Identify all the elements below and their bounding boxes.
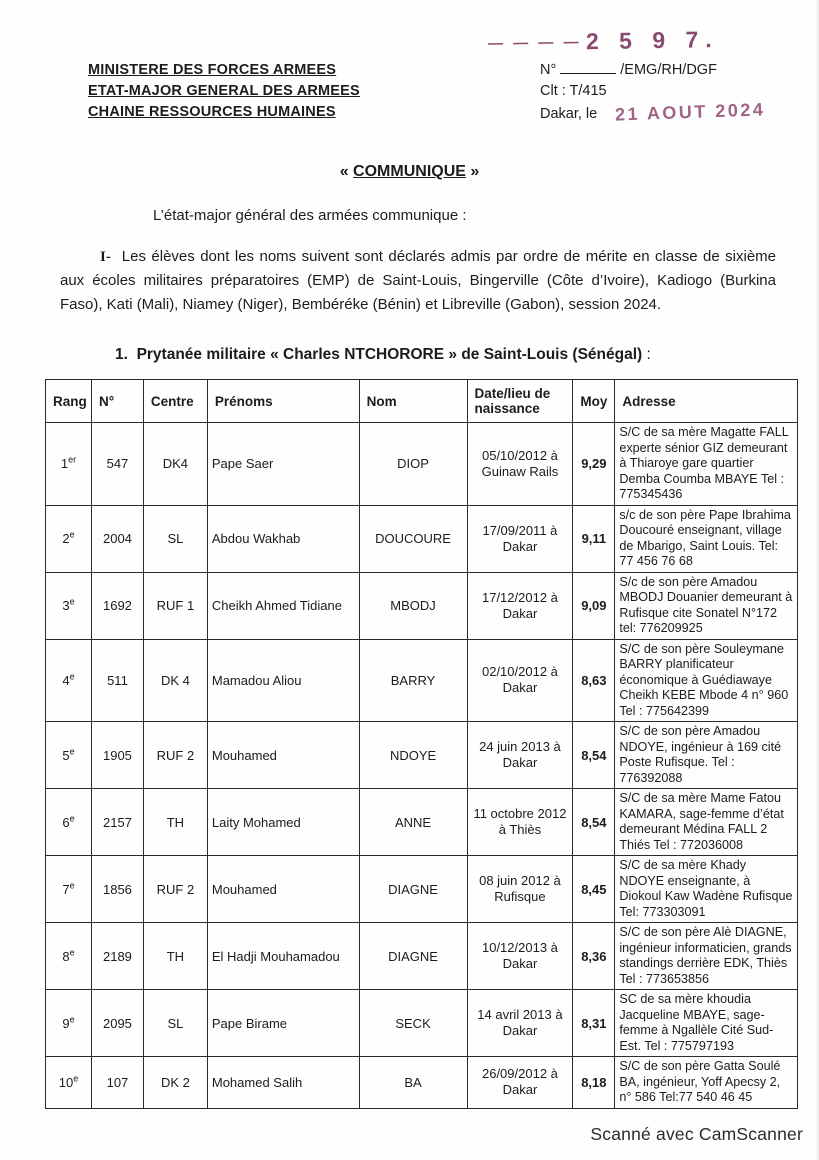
scan-edge-shadow xyxy=(815,0,819,1160)
cell-nom: ANNE xyxy=(359,789,467,856)
cell-adresse: S/C de son père Amadou NDOYE, ingénieur à 169 cité Poste Rufisque. Tel : 776392088 xyxy=(615,722,798,789)
rank-ordinal-suffix: e xyxy=(69,671,75,682)
cell-prenoms: Mouhamed xyxy=(207,722,359,789)
letterhead-left xyxy=(88,60,360,123)
cell-numero: 547 xyxy=(91,423,143,506)
cell-naissance: 17/09/2011 à Dakar xyxy=(467,505,573,572)
title-open-quote: « xyxy=(339,163,354,180)
cell-centre: TH xyxy=(143,923,207,990)
stamp-digits: 2 5 9 7. xyxy=(585,25,719,55)
cell-numero: 1905 xyxy=(91,722,143,789)
cell-centre: RUF 2 xyxy=(143,856,207,923)
hr-chain-line: CHAINE RESSOURCES HUMAINES xyxy=(88,104,336,120)
cell-adresse: S/C de son père Souleymane BARRY planificateur économique à Guédiawaye Cheikh KEBE Mbode 4 n° 960 Tel : 775642399 xyxy=(615,639,798,722)
cell-adresse: S/C de sa mère Mame Fatou KAMARA, sage-femme d’état demeurant Médina FALL 2 Thiés Tel : 772036008 xyxy=(615,789,798,856)
rank-ordinal-suffix: e xyxy=(69,1014,75,1025)
cell-rang: 3e xyxy=(46,572,92,639)
cell-adresse: S/C de sa mère Khady NDOYE enseignante, à Diokoul Kaw Wadène Rufisque Tel: 773303091 xyxy=(615,856,798,923)
stamp-dashes: — — — — xyxy=(487,33,582,53)
cell-centre: DK 4 xyxy=(143,639,207,722)
cell-centre: DK4 xyxy=(143,423,207,506)
place-label: Dakar, le xyxy=(540,106,598,122)
table-row xyxy=(46,856,798,923)
title-close-quote: » xyxy=(465,163,480,180)
column-header-nom: Nom xyxy=(359,380,467,423)
reference-blank-line xyxy=(560,61,616,74)
cell-nom: NDOYE xyxy=(359,722,467,789)
cell-nom: DIOP xyxy=(359,423,467,506)
cell-nom: BA xyxy=(359,1057,467,1109)
cell-numero: 1856 xyxy=(91,856,143,923)
title-text: COMMUNIQUE xyxy=(353,163,466,180)
paragraph-text: Les élèves dont les noms suivent sont déclarés admis par ordre de mérite en classe de sixième aux écoles militaires préparatoires (EMP) de Saint-Louis, Bingerville (Côte d’Ivoire), Kadiogo (Burkina Faso), Kati (Mali), Niamey (Niger), Bembéréke (Bénin) et Libreville (Gabon), session 2024. xyxy=(60,248,776,313)
staff-line: ETAT-MAJOR GENERAL DES ARMEES xyxy=(88,83,360,99)
cell-moyenne: 8,45 xyxy=(573,856,615,923)
cell-moyenne: 8,18 xyxy=(573,1057,615,1109)
column-header-prenoms: Prénoms xyxy=(207,380,359,423)
reference-suffix: /EMG/RH/DGF xyxy=(620,62,717,78)
table-row xyxy=(46,572,798,639)
cell-rang: 4e xyxy=(46,639,92,722)
cell-naissance: 10/12/2013 à Dakar xyxy=(467,923,573,990)
cell-nom: DIAGNE xyxy=(359,856,467,923)
cell-prenoms: Laity Mohamed xyxy=(207,789,359,856)
cell-adresse: S/C de son père Gatta Soulé BA, ingénieur, Yoff Apecsy 2, n° 586 Tel:77 540 46 45 xyxy=(615,1057,798,1109)
classification-line: Clt : T/415 xyxy=(540,83,607,99)
cell-naissance: 14 avril 2013 à Dakar xyxy=(467,990,573,1057)
paragraph-marker: I- xyxy=(100,249,111,265)
cell-numero: 2095 xyxy=(91,990,143,1057)
date-stamp: 21 AOUT 2024 xyxy=(614,99,766,125)
cell-prenoms: El Hadji Mouhamadou xyxy=(207,923,359,990)
cell-prenoms: Cheikh Ahmed Tidiane xyxy=(207,572,359,639)
rank-ordinal-suffix: e xyxy=(69,947,75,958)
cell-moyenne: 8,63 xyxy=(573,639,615,722)
cell-numero: 1692 xyxy=(91,572,143,639)
table-header-row xyxy=(46,380,798,423)
document-title xyxy=(0,163,819,181)
table-row xyxy=(46,505,798,572)
rank-ordinal-suffix: er xyxy=(68,454,77,465)
cell-nom: MBODJ xyxy=(359,572,467,639)
intro-line: L’état-major général des armées communique : xyxy=(153,207,467,224)
cell-moyenne: 9,29 xyxy=(573,423,615,506)
table-row xyxy=(46,423,798,506)
cell-rang: 2e xyxy=(46,505,92,572)
cell-prenoms: Abdou Wakhab xyxy=(207,505,359,572)
cell-prenoms: Pape Saer xyxy=(207,423,359,506)
column-header-centre: Centre xyxy=(143,380,207,423)
table-row xyxy=(46,639,798,722)
cell-centre: RUF 1 xyxy=(143,572,207,639)
cell-moyenne: 8,54 xyxy=(573,789,615,856)
cell-adresse: S/C de sa mère Magatte FALL experte sénior GIZ demeurant à Thiaroye gare quartier Demba Coumba MBAYE Tel : 775345436 xyxy=(615,423,798,506)
cell-numero: 2189 xyxy=(91,923,143,990)
cell-adresse: S/c de son père Amadou MBODJ Douanier demeurant à Rufisque cite Sonatel N°172 tel: 776209925 xyxy=(615,572,798,639)
cell-nom: DOUCOURE xyxy=(359,505,467,572)
column-header-moy: Moy xyxy=(573,380,615,423)
table-row xyxy=(46,923,798,990)
cell-centre: SL xyxy=(143,990,207,1057)
cell-moyenne: 9,09 xyxy=(573,572,615,639)
column-header-rang: Rang xyxy=(46,380,92,423)
table-row xyxy=(46,722,798,789)
rank-ordinal-suffix: e xyxy=(73,1073,79,1084)
letterhead-right xyxy=(540,60,766,125)
rank-ordinal-suffix: e xyxy=(69,746,75,757)
cell-nom: DIAGNE xyxy=(359,923,467,990)
column-header-naiss: Date/lieu de naissance xyxy=(467,380,573,423)
cell-moyenne: 8,36 xyxy=(573,923,615,990)
rank-ordinal-suffix: e xyxy=(69,596,75,607)
scan-attribution: Scanné avec CamScanner xyxy=(590,1124,803,1144)
column-header-adresse: Adresse xyxy=(615,380,798,423)
section-number: 1. xyxy=(115,346,128,363)
cell-numero: 107 xyxy=(91,1057,143,1109)
ministry-line: MINISTERE DES FORCES ARMEES xyxy=(88,62,337,78)
date-line xyxy=(540,99,766,125)
rank-ordinal-suffix: e xyxy=(69,813,75,824)
paragraph-admissions xyxy=(60,245,776,317)
table-row xyxy=(46,789,798,856)
cell-adresse: s/c de son père Pape Ibrahima Doucouré enseignant, village de Mbarigo, Saint Louis. Tel: 77 456 76 68 xyxy=(615,505,798,572)
column-header-num: N° xyxy=(91,380,143,423)
cell-nom: SECK xyxy=(359,990,467,1057)
cell-naissance: 26/09/2012 à Dakar xyxy=(467,1057,573,1109)
cell-centre: RUF 2 xyxy=(143,722,207,789)
rank-ordinal-suffix: e xyxy=(69,529,75,540)
cell-naissance: 08 juin 2012 à Rufisque xyxy=(467,856,573,923)
cell-numero: 2004 xyxy=(91,505,143,572)
cell-naissance: 17/12/2012 à Dakar xyxy=(467,572,573,639)
cell-centre: TH xyxy=(143,789,207,856)
cell-numero: 2157 xyxy=(91,789,143,856)
cell-moyenne: 9,11 xyxy=(573,505,615,572)
cell-rang: 7e xyxy=(46,856,92,923)
cell-adresse: SC de sa mère khoudia Jacqueline MBAYE, sage-femme à Ngallèle Cité Sud-Est. Tel : 775797193 xyxy=(615,990,798,1057)
cell-numero: 511 xyxy=(91,639,143,722)
cell-moyenne: 8,31 xyxy=(573,990,615,1057)
reference-line xyxy=(540,60,766,81)
cell-naissance: 24 juin 2013 à Dakar xyxy=(467,722,573,789)
cell-adresse: S/C de son père Alè DIAGNE, ingénieur informaticien, grands standings derrière EDK, Thiès Tel : 773653856 xyxy=(615,923,798,990)
section-colon: : xyxy=(642,346,651,363)
cell-naissance: 11 octobre 2012 à Thiès xyxy=(467,789,573,856)
cell-nom: BARRY xyxy=(359,639,467,722)
cell-rang: 6e xyxy=(46,789,92,856)
cell-prenoms: Pape Birame xyxy=(207,990,359,1057)
cell-prenoms: Mouhamed xyxy=(207,856,359,923)
cell-prenoms: Mohamed Salih xyxy=(207,1057,359,1109)
section-title: Prytanée militaire « Charles NTCHORORE » de Saint-Louis (Sénégal) xyxy=(136,346,643,363)
rank-ordinal-suffix: e xyxy=(69,880,75,891)
cell-naissance: 05/10/2012 à Guinaw Rails xyxy=(467,423,573,506)
cell-moyenne: 8,54 xyxy=(573,722,615,789)
registry-number-stamp xyxy=(488,26,719,57)
section-heading xyxy=(115,346,651,364)
cell-rang: 5e xyxy=(46,722,92,789)
cell-prenoms: Mamadou Aliou xyxy=(207,639,359,722)
table-row xyxy=(46,1057,798,1109)
admissions-table xyxy=(45,379,798,1109)
cell-rang: 9e xyxy=(46,990,92,1057)
cell-rang: 10e xyxy=(46,1057,92,1109)
cell-centre: SL xyxy=(143,505,207,572)
table-row xyxy=(46,990,798,1057)
reference-prefix: N° xyxy=(540,62,557,78)
cell-rang: 8e xyxy=(46,923,92,990)
cell-rang: 1er xyxy=(46,423,92,506)
cell-centre: DK 2 xyxy=(143,1057,207,1109)
cell-naissance: 02/10/2012 à Dakar xyxy=(467,639,573,722)
